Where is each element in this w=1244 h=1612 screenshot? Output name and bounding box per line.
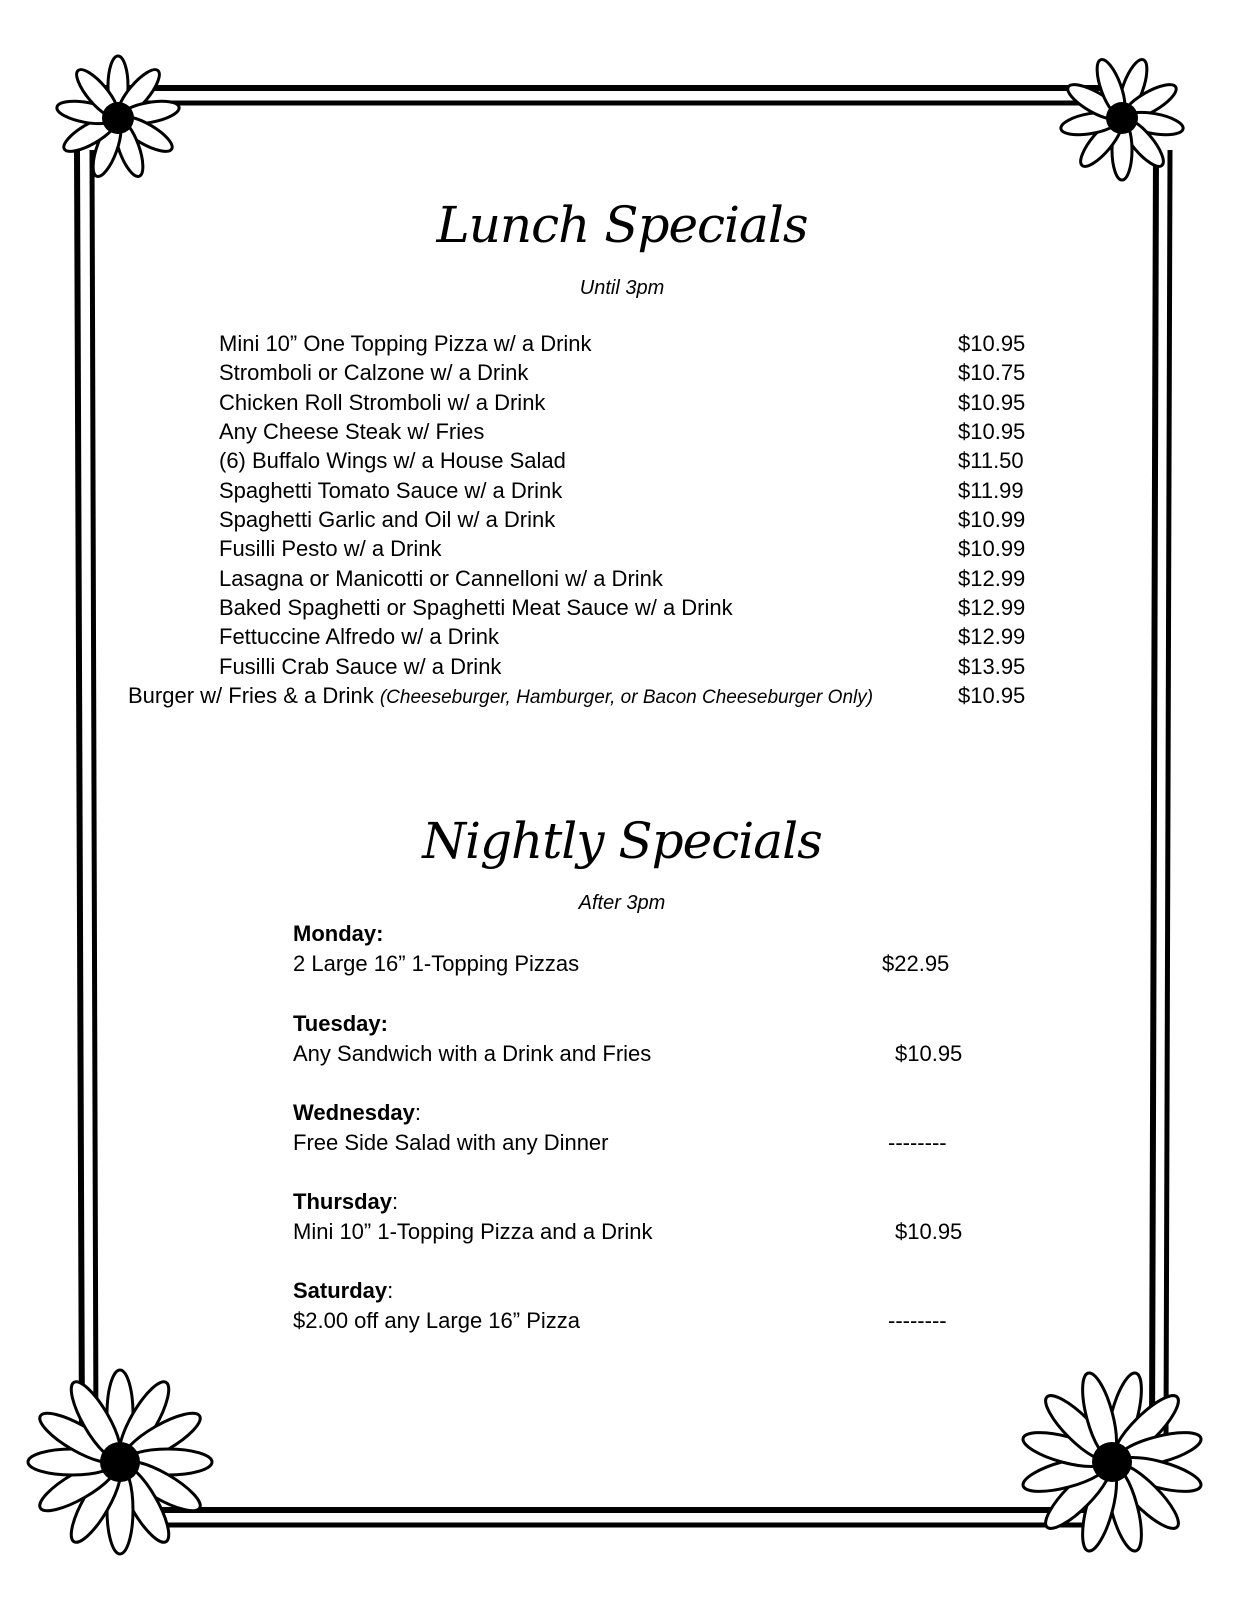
menu-item-name: Baked Spaghetti or Spaghetti Meat Sauce w/ a Drink xyxy=(219,595,733,620)
menu-item-name-text: Burger w/ Fries & a Drink xyxy=(128,683,374,708)
special-item: Free Side Salad with any Dinner xyxy=(293,1130,609,1155)
menu-item-price: $10.75 xyxy=(958,360,1026,385)
menu-item-name: Fettuccine Alfredo w/ a Drink xyxy=(219,624,500,649)
day-name: Wednesday xyxy=(293,1100,415,1125)
menu-item-name xyxy=(128,682,873,712)
menu-item-note: (Cheeseburger, Hamburger, or Bacon Cheeseburger Only) xyxy=(379,687,874,708)
menu-item-price: $11.99 xyxy=(958,478,1024,503)
menu-item-name: Stromboli or Calzone w/ a Drink xyxy=(219,360,529,385)
nightly-specials-subtitle: After 3pm xyxy=(578,892,666,914)
menu-item-price: $11.50 xyxy=(958,448,1024,473)
day-heading xyxy=(293,920,383,948)
nightly-specials-title: Nightly Specials xyxy=(422,812,822,870)
special-price: -------- xyxy=(888,1308,947,1333)
special-price: $22.95 xyxy=(882,951,950,976)
special-item: 2 Large 16” 1-Topping Pizzas xyxy=(293,951,580,976)
special-item: $2.00 off any Large 16” Pizza xyxy=(293,1308,581,1333)
day-heading xyxy=(293,1188,398,1216)
lunch-specials-subtitle: Until 3pm xyxy=(579,277,665,299)
special-item: Mini 10” 1-Topping Pizza and a Drink xyxy=(293,1219,653,1244)
day-colon: : xyxy=(387,1278,394,1303)
menu-item-price: $10.95 xyxy=(958,390,1026,415)
corner-flower-top-right xyxy=(1059,56,1185,180)
special-price: -------- xyxy=(888,1130,947,1155)
day-colon: : xyxy=(392,1189,399,1214)
menu-item-price: $12.99 xyxy=(958,595,1026,620)
special-price: $10.95 xyxy=(895,1219,963,1244)
menu-item-price: $10.99 xyxy=(958,536,1026,561)
menu-item-name: Spaghetti Tomato Sauce w/ a Drink xyxy=(219,478,563,503)
day-name: Monday: xyxy=(293,921,384,946)
menu-item-price: $10.99 xyxy=(958,507,1026,532)
menu-item-name: Chicken Roll Stromboli w/ a Drink xyxy=(219,390,546,415)
menu-item-price: $10.95 xyxy=(958,683,1026,708)
special-price: $10.95 xyxy=(895,1041,963,1066)
day-heading xyxy=(293,1010,388,1038)
corner-flower-bottom-left xyxy=(28,1370,212,1554)
menu-item-name: Lasagna or Manicotti or Cannelloni w/ a Drink xyxy=(219,566,663,591)
day-name: Saturday xyxy=(293,1278,388,1303)
menu-item-name: (6) Buffalo Wings w/ a House Salad xyxy=(219,448,566,473)
menu-item-price: $13.95 xyxy=(958,654,1026,679)
day-heading xyxy=(293,1277,393,1305)
day-colon: : xyxy=(414,1100,421,1125)
menu-item-price: $10.95 xyxy=(958,331,1026,356)
menu-item-price: $12.99 xyxy=(958,566,1026,591)
menu-item-price: $10.95 xyxy=(958,419,1026,444)
menu-item-price: $12.99 xyxy=(958,624,1026,649)
corner-flower-bottom-right xyxy=(1020,1370,1204,1554)
day-name: Thursday xyxy=(293,1189,393,1214)
menu-item-name: Fusilli Pesto w/ a Drink xyxy=(219,536,442,561)
menu-item-name: Any Cheese Steak w/ Fries xyxy=(219,419,485,444)
menu-item-name: Fusilli Crab Sauce w/ a Drink xyxy=(219,654,502,679)
special-item: Any Sandwich with a Drink and Fries xyxy=(293,1041,652,1066)
corner-flower-top-left xyxy=(55,56,181,180)
menu-item-name: Mini 10” One Topping Pizza w/ a Drink xyxy=(219,331,592,356)
day-heading xyxy=(293,1099,421,1127)
menu-item-name: Spaghetti Garlic and Oil w/ a Drink xyxy=(219,507,556,532)
day-name: Tuesday: xyxy=(293,1011,388,1036)
lunch-specials-title: Lunch Specials xyxy=(436,196,808,254)
